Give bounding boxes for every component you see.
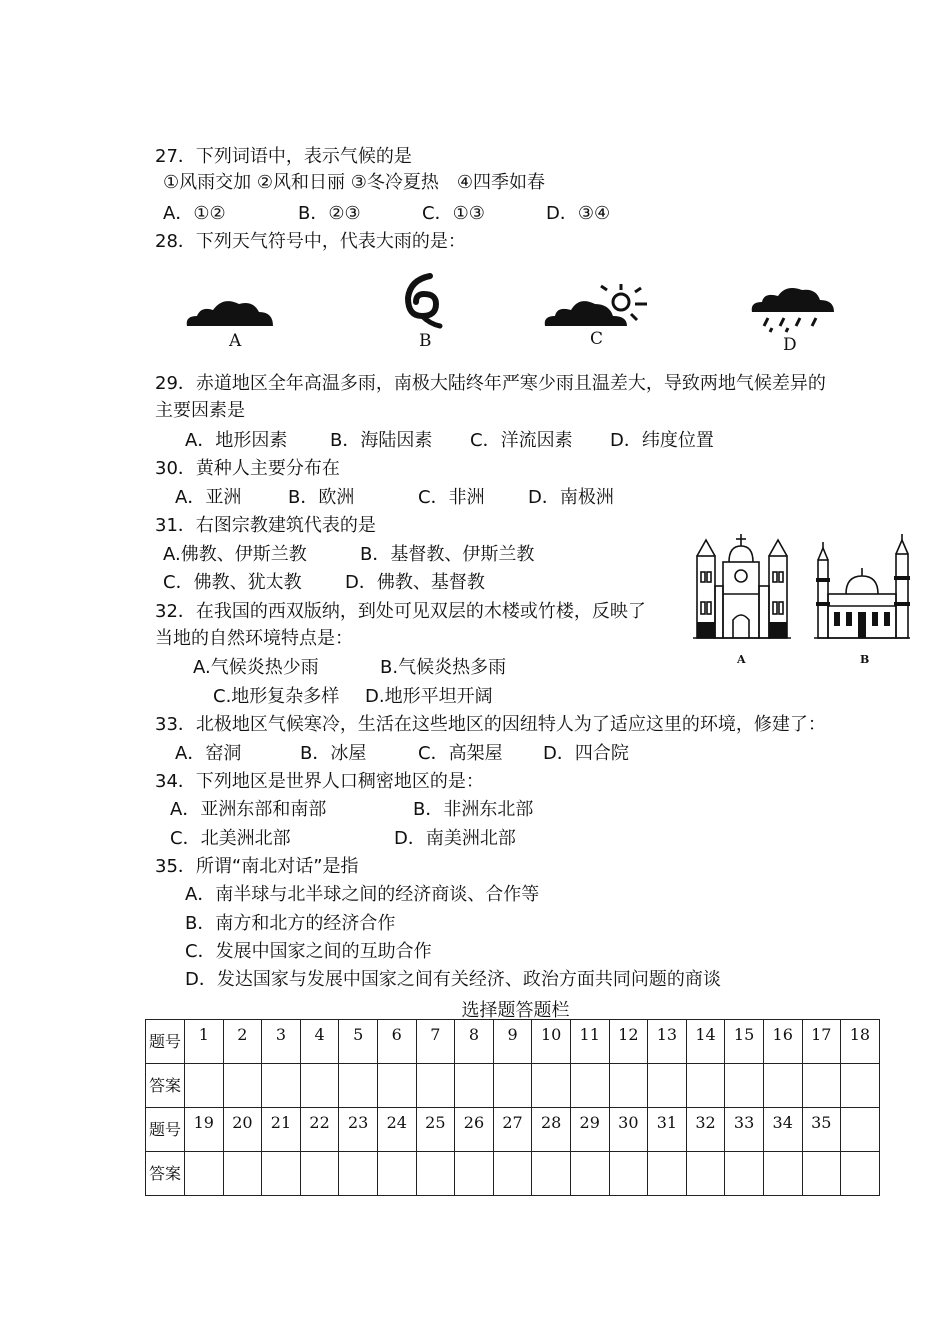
answer-cell[interactable] — [686, 1064, 725, 1108]
question-number-cell: 13 — [648, 1020, 687, 1064]
question-number-cell: 5 — [339, 1020, 378, 1064]
answer-cell[interactable] — [570, 1064, 609, 1108]
q35-option-b: B．南方和北方的经济合作 — [185, 913, 396, 934]
answer-cell[interactable] — [609, 1152, 648, 1196]
q27-option-d: D．③④ — [546, 203, 611, 224]
answer-cell[interactable] — [377, 1064, 416, 1108]
question-number-cell: 14 — [686, 1020, 725, 1064]
q29-option-d: D．纬度位置 — [610, 430, 714, 451]
q29-stem-line1: 29．赤道地区全年高温多雨，南极大陆终年严寒少雨且温差大，导致两地气候差异的 — [155, 373, 826, 394]
q32-option-c: C.地形复杂多样 — [213, 686, 340, 707]
q31-option-c: C．佛教、犹太教 — [163, 572, 302, 593]
q31-stem: 31．右图宗教建筑代表的是 — [155, 515, 376, 536]
answer-cell[interactable] — [648, 1152, 687, 1196]
q34-stem: 34．下列地区是世界人口稠密地区的是： — [155, 771, 484, 792]
q32-option-d: D.地形平坦开阔 — [365, 686, 493, 707]
question-number-cell: 6 — [377, 1020, 416, 1064]
answer-cell[interactable] — [339, 1152, 378, 1196]
question-number-cell: 26 — [455, 1108, 494, 1152]
q27-option-a: A．①② — [163, 203, 226, 224]
q27-items: ①风雨交加 ②风和日丽 ③冬冷夏热 ④四季如春 — [163, 172, 545, 193]
question-number-cell: 25 — [416, 1108, 455, 1152]
answer-cell[interactable] — [493, 1064, 532, 1108]
question-number-cell: 34 — [763, 1108, 802, 1152]
q33-option-a: A．窑洞 — [175, 743, 242, 764]
question-number-cell: 16 — [763, 1020, 802, 1064]
row-header-number: 题号 — [146, 1108, 185, 1152]
answer-cell[interactable] — [416, 1064, 455, 1108]
heavy-rain-icon — [750, 284, 836, 334]
question-number-cell: 32 — [686, 1108, 725, 1152]
q30-option-b: B．欧洲 — [288, 487, 355, 508]
question-number-cell: 20 — [223, 1108, 262, 1152]
answer-cell[interactable] — [262, 1064, 301, 1108]
q28-stem: 28．下列天气符号中，代表大雨的是： — [155, 231, 466, 252]
q31-option-a: A.佛教、伊斯兰教 — [163, 544, 307, 565]
answer-cell[interactable] — [841, 1152, 880, 1196]
symbol-c-label: C — [590, 329, 604, 349]
question-number-cell: 19 — [185, 1108, 224, 1152]
q30-option-a: A．亚洲 — [175, 487, 242, 508]
answer-row-1 — [146, 1064, 880, 1108]
q33-option-b: B．冰屋 — [300, 743, 367, 764]
answer-cell[interactable] — [609, 1064, 648, 1108]
question-number-cell: 1 — [185, 1020, 224, 1064]
question-number-cell: 31 — [648, 1108, 687, 1152]
q33-option-d: D．四合院 — [543, 743, 629, 764]
question-number-cell: 27 — [493, 1108, 532, 1152]
answer-cell[interactable] — [339, 1064, 378, 1108]
question-number-cell: 35 — [802, 1108, 841, 1152]
q27-option-b: B．②③ — [298, 203, 361, 224]
typhoon-icon — [400, 272, 448, 330]
question-number-cell: 24 — [377, 1108, 416, 1152]
figure-label-a: A — [737, 653, 746, 666]
question-number-cell: 2 — [223, 1020, 262, 1064]
answer-row-2 — [146, 1152, 880, 1196]
question-number-cell: 8 — [455, 1020, 494, 1064]
answer-cell[interactable] — [532, 1064, 571, 1108]
symbol-b-label: B — [419, 331, 432, 351]
q31-option-b: B．基督教、伊斯兰教 — [360, 544, 535, 565]
q35-option-c: C．发展中国家之间的互助合作 — [185, 941, 432, 962]
number-row-1 — [146, 1020, 880, 1064]
church-icon — [693, 532, 793, 644]
answer-cell[interactable] — [223, 1152, 262, 1196]
cloudy-icon — [183, 296, 277, 332]
answer-cell[interactable] — [802, 1064, 841, 1108]
question-number-cell — [841, 1108, 880, 1152]
answer-sheet-table — [145, 1019, 880, 1196]
question-number-cell: 9 — [493, 1020, 532, 1064]
answer-cell[interactable] — [763, 1064, 802, 1108]
answer-cell[interactable] — [300, 1152, 339, 1196]
answer-sheet-title: 选择题答题栏 — [461, 1000, 570, 1021]
q30-option-c: C．非洲 — [418, 487, 485, 508]
answer-cell[interactable] — [455, 1064, 494, 1108]
question-number-cell: 33 — [725, 1108, 764, 1152]
q35-option-a: A．南半球与北半球之间的经济商谈、合作等 — [185, 884, 540, 905]
q32-stem-line2: 当地的自然环境特点是： — [155, 628, 353, 649]
question-number-cell: 22 — [300, 1108, 339, 1152]
answer-cell[interactable] — [262, 1152, 301, 1196]
q27-option-c: C．①③ — [422, 203, 485, 224]
q35-option-d: D．发达国家与发展中国家之间有关经济、政治方面共同问题的商谈 — [185, 969, 721, 990]
q29-option-c: C．洋流因素 — [470, 430, 573, 451]
answer-cell[interactable] — [185, 1152, 224, 1196]
partly-cloudy-icon — [543, 282, 655, 330]
q34-option-b: B．非洲东北部 — [413, 799, 534, 820]
question-number-cell: 30 — [609, 1108, 648, 1152]
number-row-2 — [146, 1108, 880, 1152]
question-number-cell: 21 — [262, 1108, 301, 1152]
question-number-cell: 3 — [262, 1020, 301, 1064]
symbol-d-label: D — [783, 335, 797, 355]
q27-stem: 27．下列词语中，表示气候的是 — [155, 146, 412, 167]
q35-stem: 35．所谓“南北对话”是指 — [155, 856, 359, 877]
q29-stem-line2: 主要因素是 — [155, 400, 245, 421]
symbol-a-label: A — [229, 331, 242, 351]
row-header-answer: 答案 — [146, 1064, 185, 1108]
answer-cell[interactable] — [725, 1152, 764, 1196]
q31-option-d: D．佛教、基督教 — [345, 572, 485, 593]
question-number-cell: 17 — [802, 1020, 841, 1064]
answer-cell[interactable] — [377, 1152, 416, 1196]
q29-option-b: B．海陆因素 — [330, 430, 433, 451]
figure-label-b: B — [860, 653, 870, 666]
q33-stem: 33．北极地区气候寒冷，生活在这些地区的因纽特人为了适应这里的环境，修建了： — [155, 714, 826, 735]
answer-cell[interactable] — [223, 1064, 262, 1108]
question-number-cell: 11 — [570, 1020, 609, 1064]
answer-cell[interactable] — [493, 1152, 532, 1196]
row-header-number: 题号 — [146, 1020, 185, 1064]
q34-option-a: A．亚洲东部和南部 — [170, 799, 327, 820]
q34-option-d: D．南美洲北部 — [394, 828, 516, 849]
answer-cell[interactable] — [416, 1152, 455, 1196]
q32-option-b: B.气候炎热多雨 — [380, 657, 507, 678]
q32-option-a: A.气候炎热少雨 — [193, 657, 319, 678]
q34-option-c: C．北美洲北部 — [170, 828, 291, 849]
q33-option-c: C．高架屋 — [418, 743, 503, 764]
question-number-cell: 18 — [841, 1020, 880, 1064]
answer-cell[interactable] — [686, 1152, 725, 1196]
answer-cell[interactable] — [570, 1152, 609, 1196]
question-number-cell: 4 — [300, 1020, 339, 1064]
q30-stem: 30．黄种人主要分布在 — [155, 458, 340, 479]
question-number-cell: 28 — [532, 1108, 571, 1152]
row-header-answer: 答案 — [146, 1152, 185, 1196]
answer-cell[interactable] — [300, 1064, 339, 1108]
answer-cell[interactable] — [532, 1152, 571, 1196]
q32-stem-line1: 32．在我国的西双版纳，到处可见双层的木楼或竹楼，反映了 — [155, 601, 646, 622]
question-number-cell: 23 — [339, 1108, 378, 1152]
answer-cell[interactable] — [841, 1064, 880, 1108]
q29-option-a: A．地形因素 — [185, 430, 288, 451]
mosque-icon — [812, 532, 912, 644]
question-number-cell: 12 — [609, 1020, 648, 1064]
question-number-cell: 29 — [570, 1108, 609, 1152]
answer-cell[interactable] — [802, 1152, 841, 1196]
question-number-cell: 7 — [416, 1020, 455, 1064]
answer-cell[interactable] — [455, 1152, 494, 1196]
answer-cell[interactable] — [648, 1064, 687, 1108]
q30-option-d: D．南极洲 — [528, 487, 614, 508]
answer-cell[interactable] — [185, 1064, 224, 1108]
question-number-cell: 10 — [532, 1020, 571, 1064]
question-number-cell: 15 — [725, 1020, 764, 1064]
answer-cell[interactable] — [763, 1152, 802, 1196]
answer-cell[interactable] — [725, 1064, 764, 1108]
